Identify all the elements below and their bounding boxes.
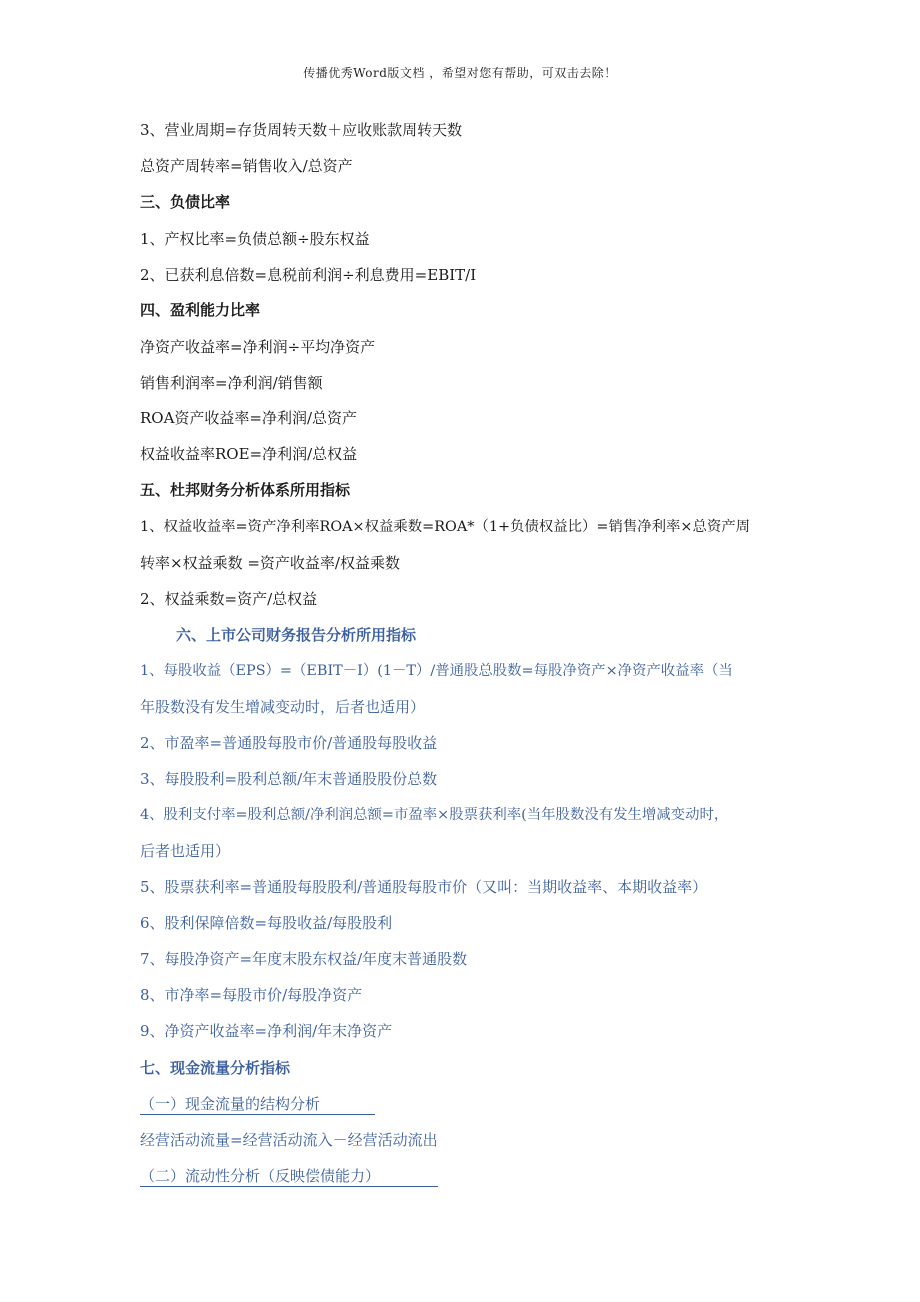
- text-line: 2、已获利息倍数=息税前利润÷利息费用=EBIT/I: [140, 266, 477, 284]
- section-heading: 七、现金流量分析指标: [140, 1059, 291, 1077]
- text-line: ROA资产收益率=净利润/总资产: [140, 409, 358, 427]
- text-line: 1、产权比率=负债总额÷股东权益: [140, 230, 370, 248]
- text-line: 转率×权益乘数 =资产收益率/权益乘数: [140, 554, 400, 572]
- section-heading: 三、负债比率: [140, 193, 231, 211]
- subsection-heading-text: （二）流动性分析（反映偿债能力）: [140, 1166, 438, 1187]
- section-heading: 四、盈利能力比率: [140, 301, 261, 319]
- text-line: 5、股票获利率=普通股每股股利/普通股每股市价（又叫：当期收益率、本期收益率）: [140, 878, 708, 896]
- text-line: 3、每股股利=股利总额/年末普通股股份总数: [140, 770, 438, 788]
- subsection-heading: [140, 1094, 375, 1115]
- text-line: 1、每股收益（EPS）=（EBIT－I）(1－T）/普通股总股数=每股净资产×净资产收益率（当: [140, 663, 733, 679]
- page-header: 传播优秀Word版文档 ，希望对您有帮助，可双击去除！: [303, 66, 617, 80]
- subsection-heading-text: （一）现金流量的结构分析: [140, 1094, 375, 1115]
- section-heading: 六、上市公司财务报告分析所用指标: [176, 626, 417, 644]
- text-line: 经营活动流量=经营活动流入－经营活动流出: [140, 1131, 438, 1149]
- text-line: 2、市盈率=普通股每股市价/普通股每股收益: [140, 734, 438, 752]
- text-line: 4、股利支付率=股利总额/净利润总额=市盈率×股票获利率(当年股数没有发生增减变动时，: [140, 807, 729, 823]
- text-line: 净资产收益率=净利润÷平均净资产: [140, 338, 376, 356]
- text-line: 7、每股净资产=年度末股东权益/年度末普通股数: [140, 950, 468, 968]
- text-line: 3、营业周期=存货周转天数＋应收账款周转天数: [140, 121, 463, 139]
- text-line: 6、股利保障倍数=每股收益/每股股利: [140, 914, 393, 932]
- text-line: 2、权益乘数=资产/总权益: [140, 590, 318, 608]
- text-line: 后者也适用）: [140, 842, 231, 860]
- subsection-heading: [140, 1166, 438, 1187]
- section-heading: 五、杜邦财务分析体系所用指标: [140, 481, 351, 499]
- text-line: 8、市净率=每股市价/每股净资产: [140, 986, 363, 1004]
- text-line: 1、权益收益率=资产净利率ROA×权益乘数=ROA*（1+负债权益比）=销售净利率×总资产周: [140, 519, 751, 535]
- text-line: 9、净资产收益率=净利润/年末净资产: [140, 1022, 393, 1040]
- text-line: 权益收益率ROE=净利润/总权益: [140, 445, 358, 463]
- text-line: 年股数没有发生增减变动时，后者也适用）: [140, 698, 426, 716]
- text-line: 总资产周转率=销售收入/总资产: [140, 157, 353, 175]
- text-line: 销售利润率=净利润/销售额: [140, 374, 323, 392]
